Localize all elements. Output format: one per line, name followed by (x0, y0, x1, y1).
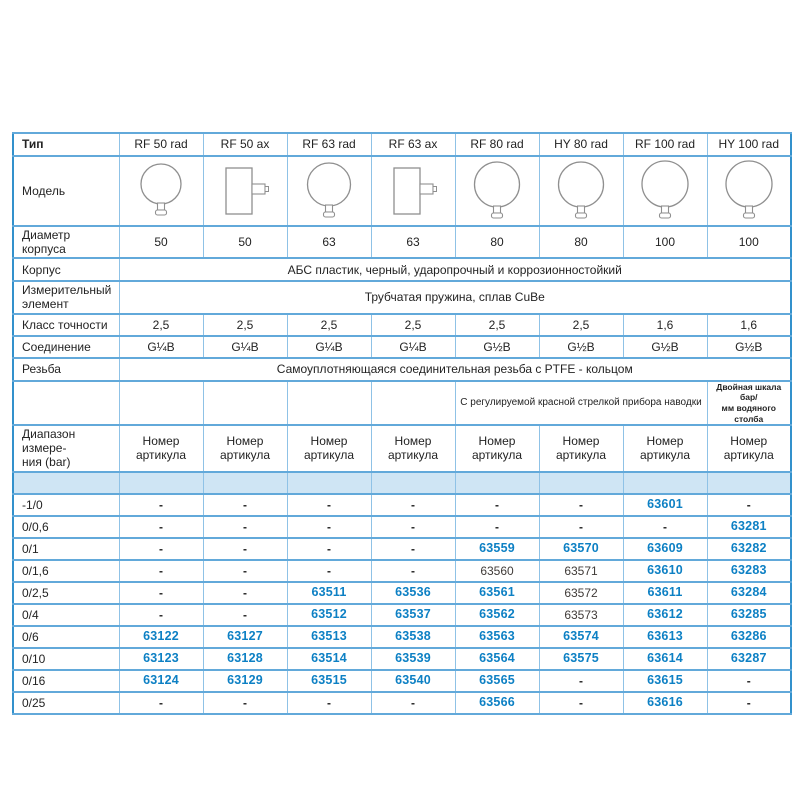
article-number-header-3: Номер артикула (287, 425, 371, 471)
range-row-8 (13, 648, 791, 670)
row-label-spec-6: Резьба (13, 358, 119, 381)
dash-cell: - (203, 604, 287, 626)
note-dual-scale: Двойная шкала бар/ мм водяного столба (707, 381, 791, 426)
col-header-6: HY 80 rad (539, 133, 623, 156)
dash-cell: - (119, 604, 203, 626)
dash-cell: - (455, 494, 539, 516)
article-number-cell: 63574 (539, 626, 623, 648)
dash-cell: - (119, 494, 203, 516)
notes-empty-cell (119, 381, 203, 426)
article-number-cell: 63565 (455, 670, 539, 692)
article-number-cell: 63281 (707, 516, 791, 538)
range-row-9 (13, 670, 791, 692)
dash-cell: - (539, 670, 623, 692)
dash-cell: - (371, 560, 455, 582)
spec-value: G¼B (287, 336, 371, 358)
dash-cell: - (203, 494, 287, 516)
article-number-cell: 63573 (539, 604, 623, 626)
article-number-cell: 63283 (707, 560, 791, 582)
dash-cell: - (119, 692, 203, 714)
gauge-rad-icon (133, 161, 189, 221)
model-drawing-5 (455, 156, 539, 226)
highlight-empty-cell (455, 472, 539, 494)
article-number-cell: 63615 (623, 670, 707, 692)
gauge-rad-icon (301, 160, 357, 223)
spec-value: G½B (623, 336, 707, 358)
range-label: 0/25 (13, 692, 119, 714)
article-number-header-6: Номер артикула (539, 425, 623, 471)
article-number-cell: 63127 (203, 626, 287, 648)
dash-cell: - (371, 692, 455, 714)
dash-cell: - (203, 582, 287, 604)
range-label: 0/4 (13, 604, 119, 626)
gauge-ax-icon (213, 161, 277, 221)
article-number-header-7: Номер артикула (623, 425, 707, 471)
range-row-4 (13, 560, 791, 582)
article-number-cell: 63536 (371, 582, 455, 604)
col-header-7: RF 100 rad (623, 133, 707, 156)
article-number-cell: 63560 (455, 560, 539, 582)
dash-cell: - (371, 494, 455, 516)
row-label-spec-3: Измерительный элемент (13, 281, 119, 313)
spec-value: 2,5 (203, 314, 287, 336)
article-number-cell: 63129 (203, 670, 287, 692)
dash-cell: - (539, 494, 623, 516)
spec-value: G¼B (119, 336, 203, 358)
spec-value: G½B (707, 336, 791, 358)
model-drawing-4 (371, 156, 455, 226)
spec-value: 2,5 (371, 314, 455, 336)
range-row-10 (13, 692, 791, 714)
dash-cell: - (371, 516, 455, 538)
model-drawing-6 (539, 156, 623, 226)
article-number-cell: 63616 (623, 692, 707, 714)
notes-empty-cell (371, 381, 455, 426)
gauge-ax-icon (381, 161, 445, 221)
highlight-label-empty (13, 472, 119, 494)
spec-value: 63 (371, 226, 455, 258)
dash-cell: - (119, 582, 203, 604)
row-range-header (13, 425, 791, 471)
spec-value: G½B (539, 336, 623, 358)
col-header-4: RF 63 ax (371, 133, 455, 156)
article-number-cell: 63564 (455, 648, 539, 670)
dash-cell: - (455, 516, 539, 538)
range-header-label: Диапазон измере- ния (bar) (13, 425, 119, 471)
range-row-7 (13, 626, 791, 648)
spec-table (12, 132, 792, 715)
article-number-cell: 63287 (707, 648, 791, 670)
highlight-empty-cell (623, 472, 707, 494)
range-row-2 (13, 516, 791, 538)
article-number-cell: 63611 (623, 582, 707, 604)
article-number-cell: 63613 (623, 626, 707, 648)
model-drawing-7 (623, 156, 707, 226)
dash-cell: - (203, 560, 287, 582)
article-number-cell: 63540 (371, 670, 455, 692)
notes-empty-cell (203, 381, 287, 426)
dash-cell: - (119, 538, 203, 560)
col-header-1: RF 50 rad (119, 133, 203, 156)
highlight-row (13, 472, 791, 494)
article-number-header-8: Номер артикула (707, 425, 791, 471)
article-number-header-1: Номер артикула (119, 425, 203, 471)
range-label: 0/16 (13, 670, 119, 692)
dash-cell: - (707, 494, 791, 516)
article-number-header-2: Номер артикула (203, 425, 287, 471)
row-spec-3 (13, 281, 791, 313)
spec-value: 50 (119, 226, 203, 258)
dash-cell: - (707, 670, 791, 692)
corner-label: Тип (13, 133, 119, 156)
spec-value: 2,5 (287, 314, 371, 336)
spec-value: G¼B (371, 336, 455, 358)
article-number-cell: 63284 (707, 582, 791, 604)
article-number-cell: 63537 (371, 604, 455, 626)
model-drawing-8 (707, 156, 791, 226)
article-number-cell: 63538 (371, 626, 455, 648)
range-row-6 (13, 604, 791, 626)
spec-value: 1,6 (623, 314, 707, 336)
article-number-cell: 63570 (539, 538, 623, 560)
dash-cell: - (707, 692, 791, 714)
row-spec-1 (13, 226, 791, 258)
range-row-3 (13, 538, 791, 560)
col-header-5: RF 80 rad (455, 133, 539, 156)
row-spec-4 (13, 314, 791, 336)
row-label-spec-2: Корпус (13, 258, 119, 281)
article-number-cell: 63123 (119, 648, 203, 670)
notes-label-empty (13, 381, 119, 426)
spec-table-body (13, 133, 791, 714)
highlight-empty-cell (119, 472, 203, 494)
dash-cell: - (203, 516, 287, 538)
article-number-cell: 63609 (623, 538, 707, 560)
col-header-2: RF 50 ax (203, 133, 287, 156)
article-number-cell: 63561 (455, 582, 539, 604)
spec-value: G¼B (203, 336, 287, 358)
dash-cell: - (203, 538, 287, 560)
article-number-cell: 63282 (707, 538, 791, 560)
spec-value: 63 (287, 226, 371, 258)
article-number-cell: 63559 (455, 538, 539, 560)
dash-cell: - (119, 516, 203, 538)
article-number-cell: 63513 (287, 626, 371, 648)
spec-span-value: Самоуплотняющаяся соединительная резьба с PTFE - кольцом (119, 358, 791, 381)
dash-cell: - (623, 516, 707, 538)
range-label: 0/1 (13, 538, 119, 560)
article-number-cell: 63511 (287, 582, 371, 604)
col-header-3: RF 63 rad (287, 133, 371, 156)
article-number-cell: 63562 (455, 604, 539, 626)
article-number-cell: 63539 (371, 648, 455, 670)
highlight-empty-cell (539, 472, 623, 494)
article-number-cell: 63572 (539, 582, 623, 604)
article-number-header-4: Номер артикула (371, 425, 455, 471)
article-number-cell: 63614 (623, 648, 707, 670)
article-number-cell: 63601 (623, 494, 707, 516)
gauge-rad-icon (553, 159, 609, 224)
row-spec-6 (13, 358, 791, 381)
row-model (13, 156, 791, 226)
highlight-empty-cell (371, 472, 455, 494)
model-drawing-2 (203, 156, 287, 226)
article-number-cell: 63512 (287, 604, 371, 626)
gauge-rad-icon (637, 158, 693, 224)
col-header-8: HY 100 rad (707, 133, 791, 156)
row-label-model: Модель (13, 156, 119, 226)
dash-cell: - (371, 538, 455, 560)
dash-cell: - (287, 560, 371, 582)
article-number-cell: 63122 (119, 626, 203, 648)
article-number-cell: 63563 (455, 626, 539, 648)
row-type (13, 133, 791, 156)
model-drawing-1 (119, 156, 203, 226)
spec-value: 2,5 (539, 314, 623, 336)
article-number-cell: 63612 (623, 604, 707, 626)
article-number-cell: 63514 (287, 648, 371, 670)
article-number-cell: 63571 (539, 560, 623, 582)
dash-cell: - (287, 494, 371, 516)
article-number-cell: 63515 (287, 670, 371, 692)
range-row-1 (13, 494, 791, 516)
range-label: 0/1,6 (13, 560, 119, 582)
article-number-cell: 63128 (203, 648, 287, 670)
article-number-header-5: Номер артикула (455, 425, 539, 471)
row-notes (13, 381, 791, 426)
dash-cell: - (287, 516, 371, 538)
spec-value: 100 (623, 226, 707, 258)
model-drawing-3 (287, 156, 371, 226)
note-red-pointer: С регулируемой красной стрелкой прибора наводки (455, 381, 707, 426)
spec-value: 2,5 (455, 314, 539, 336)
article-number-cell: 63610 (623, 560, 707, 582)
notes-empty-cell (287, 381, 371, 426)
row-spec-2 (13, 258, 791, 281)
row-label-spec-1: Диаметр корпуса (13, 226, 119, 258)
spec-value: 100 (707, 226, 791, 258)
dash-cell: - (287, 538, 371, 560)
article-number-cell: 63286 (707, 626, 791, 648)
dash-cell: - (203, 692, 287, 714)
dash-cell: - (287, 692, 371, 714)
range-label: 0/6 (13, 626, 119, 648)
spec-value: G½B (455, 336, 539, 358)
highlight-empty-cell (707, 472, 791, 494)
spec-span-value: АБС пластик, черный, ударопрочный и коррозионностойкий (119, 258, 791, 281)
row-spec-5 (13, 336, 791, 358)
spec-value: 80 (455, 226, 539, 258)
article-number-cell: 63124 (119, 670, 203, 692)
range-label: 0/2,5 (13, 582, 119, 604)
row-label-spec-5: Соединение (13, 336, 119, 358)
spec-value: 1,6 (707, 314, 791, 336)
article-number-cell: 63566 (455, 692, 539, 714)
gauge-rad-icon (469, 159, 525, 224)
spec-span-value: Трубчатая пружина, сплав CuBe (119, 281, 791, 313)
spec-value: 2,5 (119, 314, 203, 336)
row-label-spec-4: Класс точности (13, 314, 119, 336)
dash-cell: - (539, 516, 623, 538)
spec-value: 50 (203, 226, 287, 258)
range-label: -1/0 (13, 494, 119, 516)
highlight-empty-cell (287, 472, 371, 494)
spec-value: 80 (539, 226, 623, 258)
range-label: 0/0,6 (13, 516, 119, 538)
range-label: 0/10 (13, 648, 119, 670)
dash-cell: - (119, 560, 203, 582)
highlight-empty-cell (203, 472, 287, 494)
article-number-cell: 63575 (539, 648, 623, 670)
range-row-5 (13, 582, 791, 604)
dash-cell: - (539, 692, 623, 714)
article-number-cell: 63285 (707, 604, 791, 626)
gauge-rad-icon (721, 158, 777, 224)
